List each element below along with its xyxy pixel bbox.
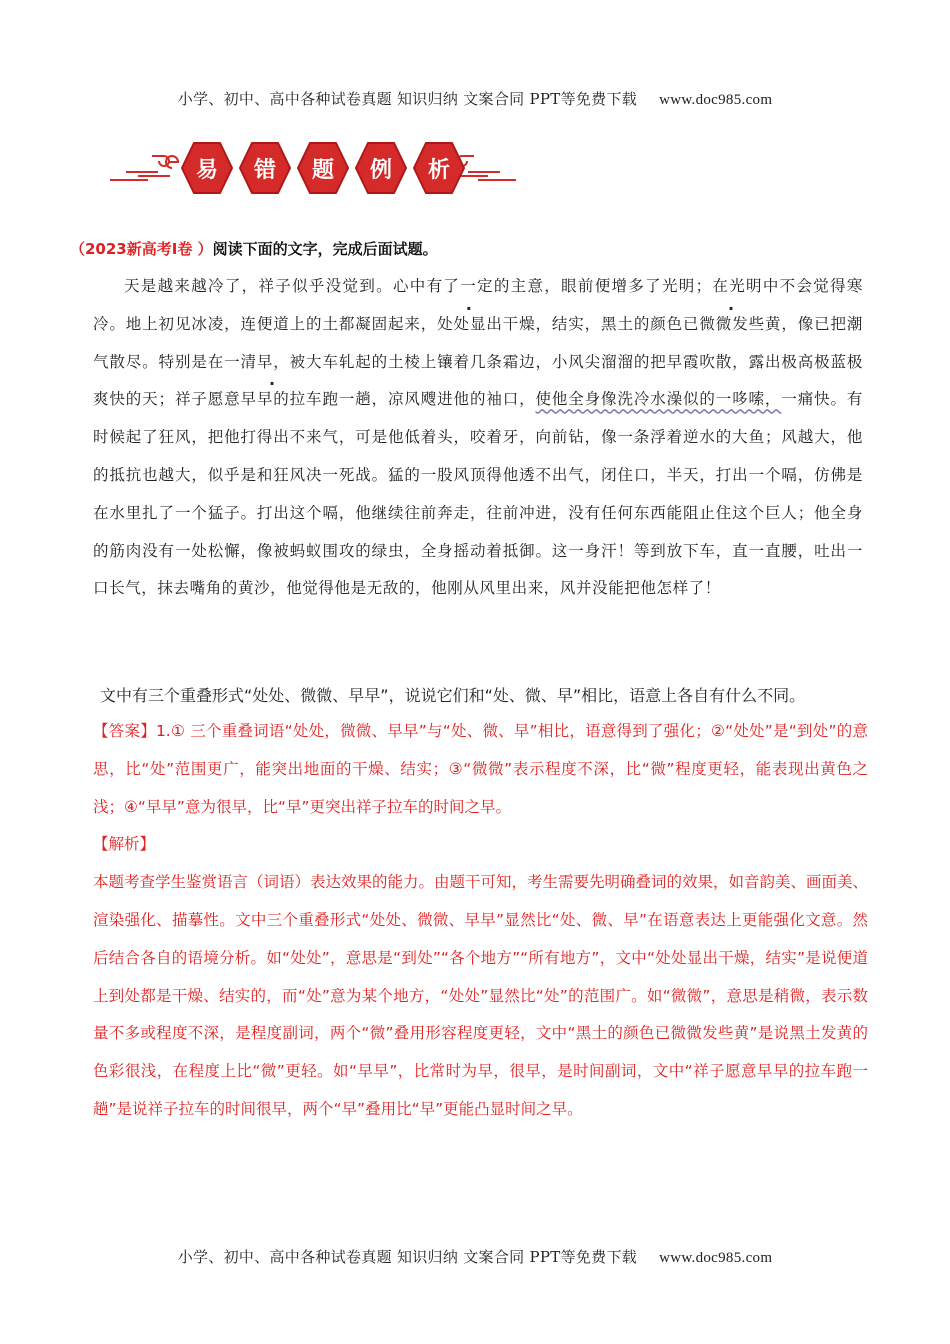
- banner-hex-2: [238, 140, 292, 196]
- analysis-text: 本题考查学生鉴赏语言（词语）表达效果的能力。由题干可知，考生需要先明确叠词的效果，如音韵美、画面美、渲染强化、描摹性。文中三个重叠形式“处处、微微、早早”显然比“处、微、早”在语意表达上更能强化文意。然后结合各自的语境分析。如“处处”，意思是“到处”“各个地方”“所有地方”，文中“处处显出干燥，结实”是说便道上到处都是干燥、结实的，而“处”意为某个地方，“处处”显然比“处”的范围广。如“微微”，意思是稍微，表示数量不多或程度不深，是程度副词，两个“微”叠用形容程度更轻，文中“黑土的颜色已微微发些黄”是说黑土发黄的色彩很浅，在程度上比“微”更轻。如“早早”，比常时为早，很早，是时间副词，文中“祥子愿意早早的拉车跑一趟”是说祥子拉车的时间很早，两个“早”叠用比“早”更能凸显时间之早。: [93, 873, 869, 1118]
- banner-char: 题: [311, 157, 334, 183]
- question-text: 文中有三个重叠形式“处处、微微、早早”，说说它们和“处、微、早”相比，语意上各自有什么不同。: [100, 686, 806, 705]
- footer-text: 小学、初中、高中各种试卷真题 知识归纳 文案合同 PPT等免费下载: [177, 1248, 638, 1266]
- footer-site: www.doc985.com: [659, 1250, 773, 1266]
- answer-paragraph: [93, 713, 868, 826]
- emphasis-zaozao: 早早: [240, 390, 274, 409]
- answer-block: [93, 713, 868, 1129]
- banner-char: 错: [253, 157, 276, 183]
- banner-char: 例: [369, 157, 392, 183]
- banner-hex-4: [354, 140, 408, 196]
- answer-label: 【答案】: [93, 722, 156, 740]
- banner-hex-1: [180, 140, 234, 196]
- analysis-label: 【解析】: [93, 835, 156, 854]
- banner-hex-5: [412, 140, 466, 196]
- source-instruction: 阅读下面的文字，完成后面试题。: [212, 240, 438, 258]
- emphasis-weiwei: 微微: [699, 314, 733, 333]
- source-tag: （2023新高考Ⅰ卷 ）: [70, 240, 213, 258]
- passage-text: 发些黄，像已把潮气散尽。特别是在一清早，被大车轧起的土棱上镶着几条霜边，小风尖溜溜的把早霞吹散，露出极高极蓝极爽快的天；祥子愿意: [93, 314, 864, 409]
- banner-hex-3: [296, 140, 350, 196]
- banner-char: 析: [427, 157, 450, 183]
- header-text: 小学、初中、高中各种试卷真题 知识归纳 文案合同 PPT等免费下载: [177, 90, 638, 108]
- header-site: www.doc985.com: [659, 92, 773, 108]
- banner-char: 易: [195, 157, 218, 183]
- passage-text: 天是越来越冷了，祥子似乎没觉到。心中有了一定的主意，眼前便增多了光明；在光明中不会觉得寒冷。地上初见冰凌，连便道上的土都凝固起来，: [93, 277, 863, 333]
- question-source: [70, 238, 438, 259]
- passage-text: 的拉车跑一趟，凉风飕进他的袖口，: [273, 390, 536, 409]
- page-header: [0, 88, 950, 109]
- passage-text: 显出干燥，结实，黑土的颜色已: [469, 314, 700, 333]
- emphasis-chuchu: 处处: [437, 314, 470, 333]
- answer-text: 1.① 三个重叠词语“处处，微微、早早”与“处、微、早”相比，语意得到了强化；②“处处”是“到处”的意思，比“处”范围更广，能突出地面的干燥、结实；③“微微”表示程度不深，比“微”程度更轻，能表现出黄色之浅；④“早早”意为很早，比“早”更突出祥子拉车的时间之早。: [93, 722, 868, 816]
- wavy-underline-text: 使他全身像洗冷水澡似的一哆嗦，: [535, 390, 782, 409]
- passage-text: 一痛快。有时候起了狂风，把他打得出不来气，可是他低着头，咬着牙，向前钻，像一条浮着逆水的大鱼；风越大，他的抵抗也越大，似乎是和狂风决一死战。猛的一股风顶得他透不出气，闭住口，半天，打出一个嗝，仿佛是在水里扎了一个猛子。打出这个嗝，他继续往前奔走，往前冲进，没有任何东西能阻止住这个巨人；他全身的筋肉没有一处松懈，像被蚂蚁围攻的绿虫，全身摇动着抵御。这一身汗！等到放下车，直一直腰，吐出一口长气，抹去嘴角的黄沙，他觉得他是无敌的，他刚从风里出来，风并没能把他怎样了！: [93, 390, 863, 598]
- passage-paragraph: [93, 268, 863, 608]
- reading-passage: [93, 268, 863, 608]
- page-footer: [0, 1246, 950, 1267]
- section-banner: [108, 136, 518, 200]
